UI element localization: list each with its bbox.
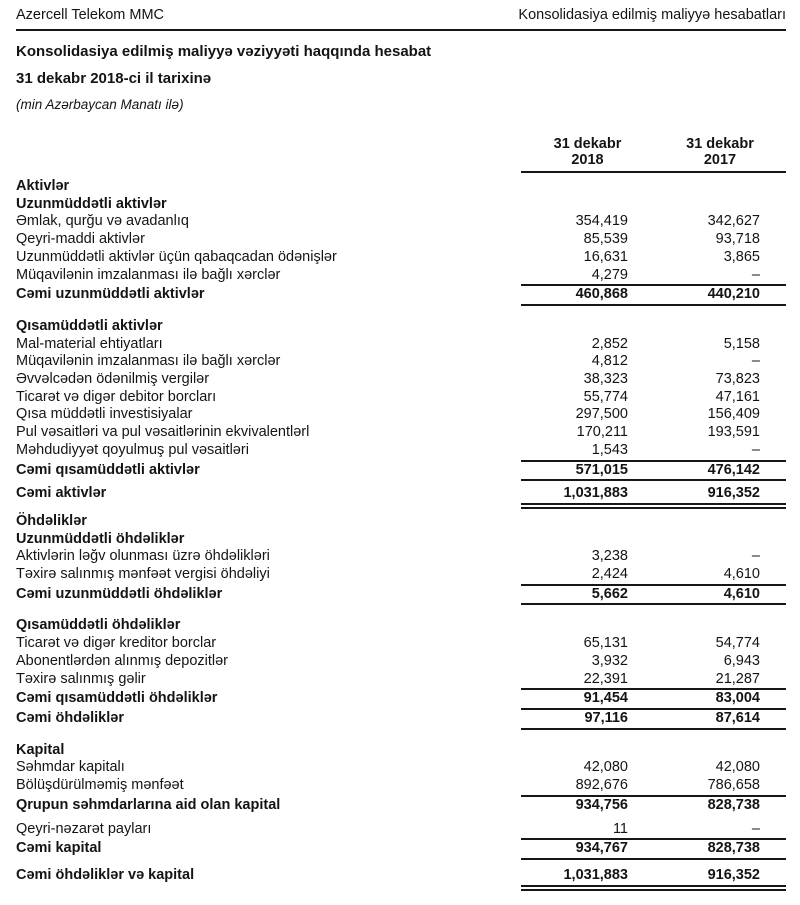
row-value-2017: – [628,442,786,462]
row-label: Cəmi uzunmüddətli aktivlər [16,286,205,303]
row-value-2018: 38,323 [583,371,628,388]
document-header [16,7,786,31]
row-label: Uzunmüddətli aktivlər [16,195,167,212]
row-label: Abonentlərdən alınmış depozitlər [16,652,228,669]
table-row [16,267,786,287]
row-label: Kapital [16,741,65,758]
row-value-2018 [521,531,628,549]
row-label: Əvvəlcədən ödənilmiş vergilər [16,371,210,388]
row-label: Uzunmüddətli aktivlər üçün qabaqcadan ödənişlər [16,248,337,265]
table-row [16,617,786,635]
currency-note: (min Azərbaycan Manatı ilə) [16,97,184,112]
row-label: Cəmi qısamüddətli aktivlər [16,461,200,478]
table-row [16,531,786,549]
row-value-2018: 22,391 [521,671,628,691]
row-label: Müqavilənin imzalanması ilə bağlı xərclər [16,266,281,283]
row-value-2018: 55,774 [583,388,628,405]
table-row [16,406,786,424]
row-value-2017: 5,158 [723,335,760,352]
column-header-2018-line2: 2018 [571,152,604,168]
row-label: Cəmi kapital [16,840,102,857]
row-value-2018: 4,812 [591,353,628,370]
row-value-2017: 916,352 [628,485,786,509]
row-value-2018 [521,196,628,214]
row-label: Ticarət və digər kreditor borclar [16,635,217,652]
row-label: Cəmi uzunmüddətli öhdəliklər [16,585,223,602]
table-row [16,777,786,797]
row-value-2018: 91,454 [521,690,628,710]
table-row [16,485,786,509]
row-value-2018: 3,238 [591,548,628,565]
row-value-2018: 3,932 [591,652,628,669]
statement-table-body [16,178,786,891]
table-row [16,513,786,531]
row-value-2017 [628,617,786,635]
row-label: Bölüşdürülməmiş mənfəət [16,777,184,794]
row-value-2017: 342,627 [707,213,760,230]
table-row [16,389,786,407]
row-value-2017 [628,318,786,336]
row-value-2018: 571,015 [521,462,628,482]
row-value-2017: 916,352 [628,867,786,891]
row-value-2017: 4,610 [628,566,786,586]
row-label: Təxirə salınmış gəlir [16,670,146,687]
table-row [16,178,786,196]
row-value-2017: 828,738 [628,840,786,860]
row-value-2018: 170,211 [576,424,628,441]
row-label: Qeyri-maddi aktivlər [16,231,145,248]
table-row [16,840,786,860]
row-value-2017: 83,004 [628,690,786,710]
row-spacer [16,605,786,617]
row-value-2018: 460,868 [521,286,628,306]
table-row [16,462,786,482]
row-label: Ticarət və digər debitor borcları [16,388,217,405]
row-value-2018: 5,662 [521,586,628,606]
row-value-2018: 11 [521,821,628,841]
row-value-2017: 87,614 [628,710,786,730]
row-spacer [16,860,786,867]
row-value-2017: 828,738 [707,796,760,813]
row-value-2017: 93,718 [715,231,760,248]
row-value-2018: 42,080 [583,759,628,776]
row-value-2018: 85,539 [583,231,628,248]
table-row [16,867,786,891]
table-row [16,249,786,267]
row-spacer [16,730,786,742]
row-value-2018 [521,513,628,531]
table-row [16,759,786,777]
row-value-2017: 21,287 [628,671,786,691]
table-row [16,353,786,371]
row-label: Əmlak, qurğu və avadanlıq [16,213,189,230]
row-value-2018 [521,318,628,336]
row-value-2018: 934,767 [521,840,628,860]
row-label: Qısamüddətli aktivlər [16,317,163,334]
row-value-2018 [521,617,628,635]
row-value-2018: 1,031,883 [521,485,628,509]
table-row [16,196,786,214]
row-value-2018 [521,178,628,196]
row-value-2017: – [751,548,760,565]
row-value-2018: 16,631 [583,248,628,265]
row-label: Cəmi öhdəliklər və kapital [16,866,195,883]
row-label: Qısamüddətli öhdəliklər [16,617,181,634]
row-value-2017: 47,161 [715,388,760,405]
table-row [16,710,786,730]
row-value-2018: 2,424 [521,566,628,586]
column-header-spacer [16,136,521,173]
row-value-2018: 97,116 [521,710,628,730]
row-value-2017: 54,774 [715,635,760,652]
row-value-2017 [628,178,786,196]
table-row [16,318,786,336]
table-row [16,690,786,710]
row-value-2017 [628,196,786,214]
row-value-2017: 4,610 [628,586,786,606]
table-row [16,742,786,760]
table-row [16,371,786,389]
row-spacer [16,306,786,318]
row-label: Cəmi aktivlər [16,485,107,502]
table-row [16,231,786,249]
row-value-2017 [628,531,786,549]
column-headers [16,136,786,173]
row-value-2017: – [628,821,786,841]
table-row [16,653,786,671]
column-header-2017-line1: 31 dekabr [686,136,754,152]
row-value-2018: 892,676 [521,777,628,797]
table-row [16,566,786,586]
column-header-2018 [521,136,628,173]
row-value-2017: 193,591 [707,424,760,441]
row-value-2017: 73,823 [715,371,760,388]
row-value-2018: 934,756 [575,796,628,813]
row-value-2017: 6,943 [723,652,760,669]
table-row [16,821,786,841]
column-header-2017 [628,136,786,173]
row-value-2017: – [751,353,760,370]
table-row [16,635,786,653]
row-value-2018: 354,419 [575,213,628,230]
table-row [16,442,786,462]
row-value-2017: 42,080 [715,759,760,776]
row-label: Qrupun səhmdarlarına aid olan kapital [16,796,281,813]
report-type: Konsolidasiya edilmiş maliyyə hesabatları [518,7,786,23]
table-row [16,671,786,691]
row-value-2017: 476,142 [628,462,786,482]
table-row [16,213,786,231]
row-value-2017 [628,742,786,760]
table-row [16,586,786,606]
table-row [16,286,786,306]
row-label: Mal-material ehtiyatları [16,335,163,352]
row-label: Uzunmüddətli öhdəliklər [16,530,185,547]
table-row [16,424,786,442]
row-label: Qeyri-nəzarət payları [16,820,152,837]
statement-table [16,136,786,891]
row-value-2017: 786,658 [628,777,786,797]
row-label: Cəmi öhdəliklər [16,709,124,726]
row-value-2017: 156,409 [707,406,760,423]
row-label: Pul vəsaitləri va pul vəsaitlərinin ekvivalentlərl [16,424,310,441]
column-header-2018-line1: 31 dekabr [553,136,622,152]
row-label: Cəmi qısamüddətli öhdəliklər [16,690,218,707]
row-value-2018: 2,852 [591,335,628,352]
row-label: Öhdəliklər [16,512,87,529]
row-label: Səhmdar kapitalı [16,759,125,776]
row-label: Məhdudiyyət qoyulmuş pul vəsaitləri [16,441,249,458]
row-value-2018 [521,742,628,760]
row-value-2018: 297,500 [575,406,628,423]
row-value-2017 [628,513,786,531]
row-value-2017: 3,865 [723,248,760,265]
row-label: Qısa müddətli investisiyalar [16,406,193,423]
row-label: Aktivlər [16,178,70,194]
row-value-2018: 4,279 [521,267,628,287]
table-row [16,548,786,566]
row-value-2018: 1,543 [521,442,628,462]
table-row [16,336,786,354]
row-value-2017: 440,210 [628,286,786,306]
row-value-2018: 1,031,883 [521,867,628,891]
row-value-2017: – [628,267,786,287]
column-header-2017-line2: 2017 [703,152,737,168]
statement-title: Konsolidasiya edilmiş maliyyə vəziyyəti haqqında hesabat [16,43,432,60]
row-label: Müqavilənin imzalanması ilə bağlı xərclər [16,353,281,370]
row-value-2018: 65,131 [583,635,628,652]
company-name: Azercell Telekom MMC [16,7,164,23]
row-label: Aktivlərin ləğv olunması üzrə öhdəlikləri [16,548,270,565]
table-row [16,797,786,815]
statement-date: 31 dekabr 2018-ci il tarixinə [16,70,212,87]
row-label: Təxirə salınmış mənfəət vergisi öhdəliyi [16,566,270,583]
